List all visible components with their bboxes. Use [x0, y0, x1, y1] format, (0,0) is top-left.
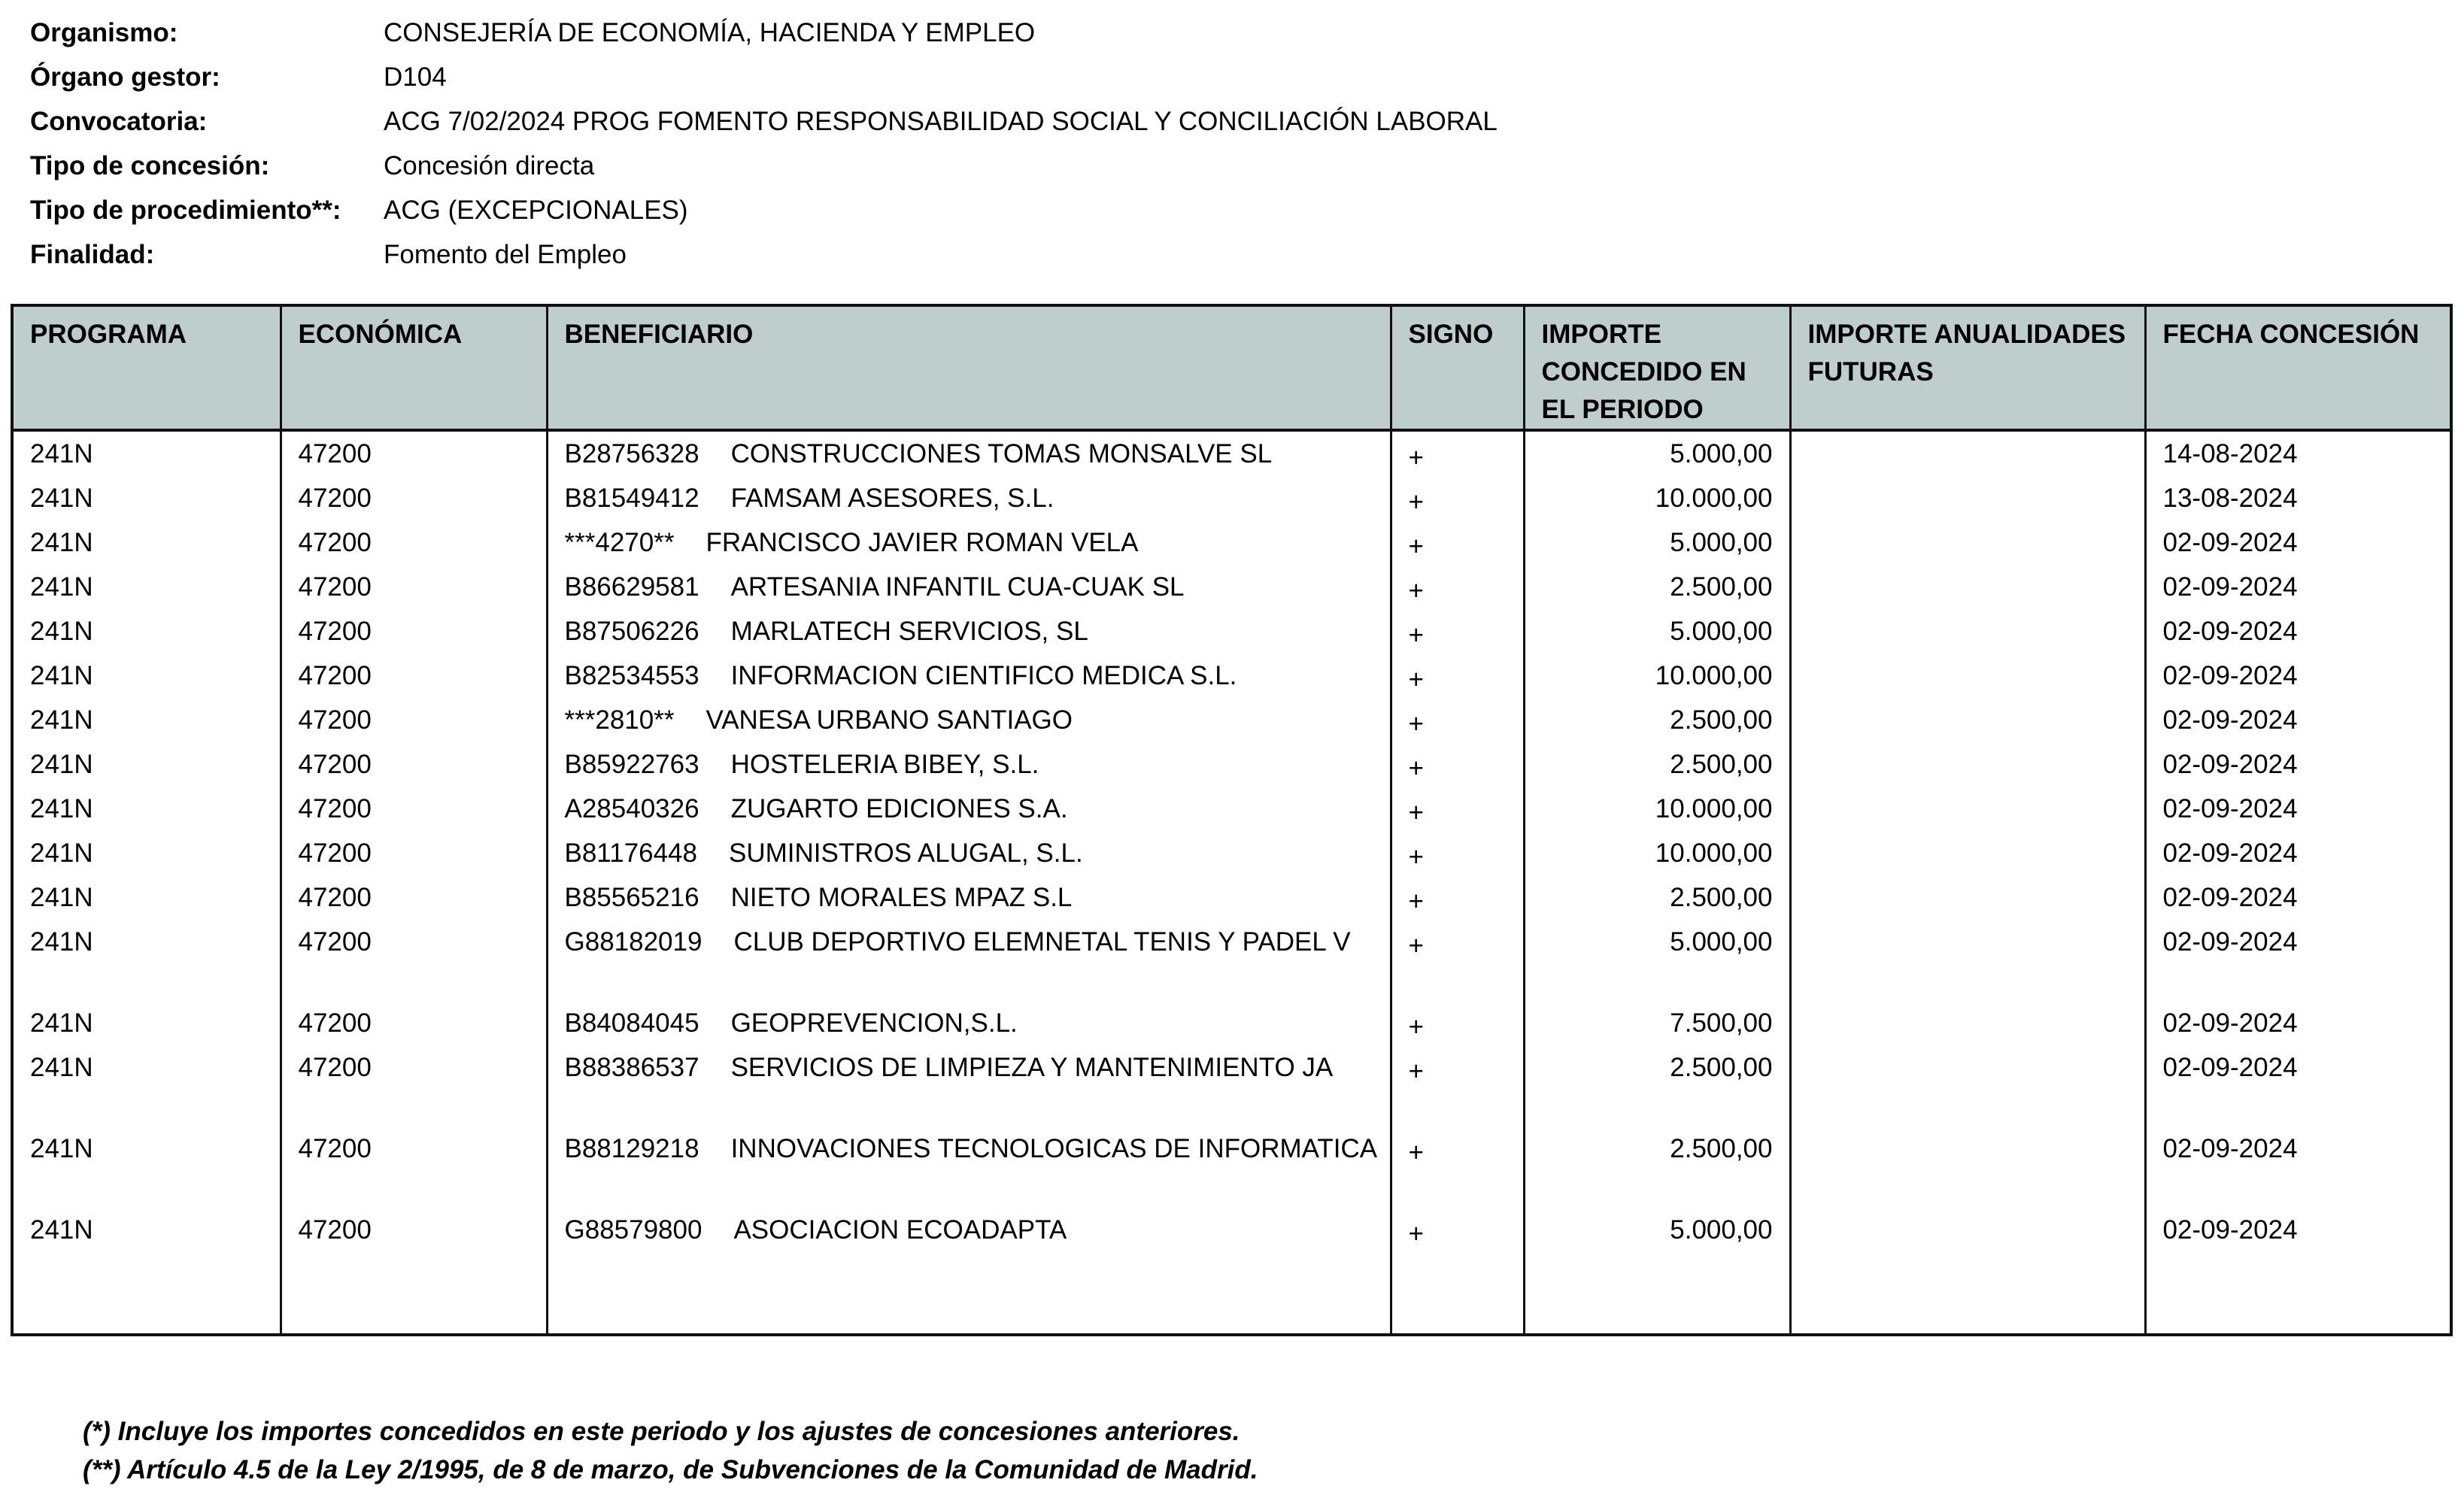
- cell-futuras: [1790, 1126, 2145, 1208]
- cell-economica: 47200: [281, 565, 547, 609]
- cell-beneficiario: [547, 875, 1391, 920]
- field-value: ACG (EXCEPCIONALES): [384, 195, 688, 225]
- cell-futuras: [1790, 653, 2145, 698]
- field-tipo-procedimiento: [30, 188, 2362, 232]
- table-row: [14, 742, 2450, 787]
- cell-fecha: 02-09-2024: [2145, 565, 2450, 609]
- cell-futuras: [1790, 920, 2145, 1001]
- cell-fecha: 02-09-2024: [2145, 609, 2450, 653]
- table-row: [14, 609, 2450, 653]
- beneficiary-id: B85565216: [564, 883, 699, 912]
- beneficiary-id: ***2810**: [564, 705, 675, 735]
- field-finalidad: [30, 232, 2362, 277]
- cell-fecha: 02-09-2024: [2145, 653, 2450, 698]
- cell-signo: +: [1391, 920, 1524, 1001]
- cell-signo: +: [1391, 430, 1524, 476]
- field-organismo: [30, 11, 2362, 55]
- cell-importe: 5.000,00: [1524, 430, 1790, 476]
- table-row: [14, 565, 2450, 609]
- cell-signo: +: [1391, 831, 1524, 875]
- cell-programa: 241N: [30, 1008, 93, 1038]
- table-row: [14, 1045, 2450, 1126]
- beneficiary-name: ARTESANIA INFANTIL CUA-CUAK SL: [730, 572, 1185, 602]
- cell-importe: 2.500,00: [1524, 1045, 1790, 1126]
- cell-programa: 241N: [30, 838, 93, 868]
- cell-signo: +: [1391, 742, 1524, 787]
- cell-beneficiario: [547, 742, 1391, 787]
- beneficiary-name: FAMSAM ASESORES, S.L.: [730, 484, 1054, 513]
- cell-economica: 47200: [281, 1045, 547, 1126]
- beneficiary-name: VANESA URBANO SANTIAGO: [706, 705, 1073, 735]
- cell-beneficiario: [547, 920, 1391, 1001]
- cell-importe: 10.000,00: [1524, 787, 1790, 831]
- cell-economica: 47200: [281, 831, 547, 875]
- cell-importe: 2.500,00: [1524, 875, 1790, 920]
- beneficiary-id: B85922763: [564, 750, 699, 779]
- cell-fecha: 02-09-2024: [2145, 787, 2450, 831]
- cell-importe: 2.500,00: [1524, 1126, 1790, 1208]
- field-value: ACG 7/02/2024 PROG FOMENTO RESPONSABILIDAD SOCIAL Y CONCILIACIÓN LABORAL: [384, 106, 1498, 136]
- cell-programa: 241N: [30, 927, 93, 957]
- cell-economica: 47200: [281, 698, 547, 742]
- cell-programa: 241N: [30, 1053, 93, 1082]
- table-row: [14, 875, 2450, 920]
- field-value: Fomento del Empleo: [384, 239, 627, 269]
- cell-futuras: [1790, 698, 2145, 742]
- empty-cell: [281, 1252, 547, 1335]
- cell-importe: 2.500,00: [1524, 742, 1790, 787]
- beneficiary-id: B81549412: [564, 484, 699, 513]
- cell-signo: +: [1391, 875, 1524, 920]
- cell-futuras: [1790, 476, 2145, 520]
- cell-futuras: [1790, 787, 2145, 831]
- field-organo-gestor: [30, 55, 2362, 99]
- cell-programa: 241N: [30, 705, 93, 735]
- cell-fecha: 02-09-2024: [2145, 520, 2450, 565]
- table-row: [14, 520, 2450, 565]
- cell-programa: 241N: [30, 1134, 93, 1163]
- cell-economica: 47200: [281, 1126, 547, 1208]
- cell-programa: 241N: [30, 484, 93, 513]
- table-row: [14, 831, 2450, 875]
- cell-economica: 47200: [281, 1001, 547, 1045]
- cell-beneficiario: [547, 653, 1391, 698]
- field-value: CONSEJERÍA DE ECONOMÍA, HACIENDA Y EMPLEO: [384, 17, 1036, 47]
- cell-futuras: [1790, 609, 2145, 653]
- cell-signo: +: [1391, 787, 1524, 831]
- cell-importe: 7.500,00: [1524, 1001, 1790, 1045]
- cell-economica: 47200: [281, 430, 547, 476]
- cell-fecha: 02-09-2024: [2145, 1208, 2450, 1252]
- field-label: Convocatoria:: [30, 106, 208, 136]
- column-header-economica: ECONÓMICA: [281, 307, 547, 430]
- cell-beneficiario: [547, 476, 1391, 520]
- cell-beneficiario: [547, 609, 1391, 653]
- field-value: Concesión directa: [384, 150, 595, 180]
- cell-futuras: [1790, 430, 2145, 476]
- cell-importe: 10.000,00: [1524, 476, 1790, 520]
- beneficiary-id: B88129218: [564, 1134, 699, 1163]
- cell-beneficiario: [547, 787, 1391, 831]
- beneficiary-name: FRANCISCO JAVIER ROMAN VELA: [706, 528, 1139, 557]
- beneficiary-id: A28540326: [564, 794, 699, 823]
- cell-futuras: [1790, 1208, 2145, 1252]
- cell-signo: +: [1391, 1001, 1524, 1045]
- cell-beneficiario: [547, 1001, 1391, 1045]
- empty-cell: [2145, 1252, 2450, 1335]
- beneficiary-id: B88386537: [564, 1053, 699, 1082]
- beneficiary-name: NIETO MORALES MPAZ S.L: [730, 883, 1073, 912]
- field-label: Organismo:: [30, 17, 178, 47]
- cell-importe: 2.500,00: [1524, 698, 1790, 742]
- field-label: Órgano gestor:: [30, 62, 220, 92]
- column-header-importe-futuras: IMPORTE ANUALIDADES FUTURAS: [1790, 307, 2145, 430]
- cell-programa: 241N: [30, 883, 93, 912]
- cell-importe: 10.000,00: [1524, 831, 1790, 875]
- cell-signo: +: [1391, 565, 1524, 609]
- cell-economica: 47200: [281, 875, 547, 920]
- cell-futuras: [1790, 1001, 2145, 1045]
- cell-importe: 2.500,00: [1524, 565, 1790, 609]
- beneficiary-id: G88182019: [564, 927, 702, 957]
- cell-futuras: [1790, 742, 2145, 787]
- cell-fecha: 14-08-2024: [2145, 430, 2450, 476]
- cell-fecha: 02-09-2024: [2145, 1001, 2450, 1045]
- beneficiary-name: INNOVACIONES TECNOLOGICAS DE INFORMATICA: [730, 1134, 1378, 1163]
- cell-fecha: 02-09-2024: [2145, 920, 2450, 1001]
- cell-programa: 241N: [30, 1215, 93, 1245]
- cell-programa: 241N: [30, 661, 93, 690]
- cell-futuras: [1790, 1045, 2145, 1126]
- beneficiary-name: ZUGARTO EDICIONES S.A.: [730, 794, 1068, 823]
- cell-importe: 5.000,00: [1524, 920, 1790, 1001]
- field-label: Tipo de procedimiento**:: [30, 195, 341, 225]
- field-tipo-concesion: [30, 144, 2362, 188]
- cell-signo: +: [1391, 653, 1524, 698]
- cell-signo: +: [1391, 1126, 1524, 1208]
- cell-beneficiario: [547, 831, 1391, 875]
- cell-programa: 241N: [30, 750, 93, 779]
- cell-economica: 47200: [281, 520, 547, 565]
- cell-beneficiario: [547, 1045, 1391, 1126]
- cell-futuras: [1790, 875, 2145, 920]
- cell-signo: +: [1391, 520, 1524, 565]
- table-filler-row: [14, 1252, 2450, 1335]
- cell-signo: +: [1391, 476, 1524, 520]
- table-row: [14, 430, 2450, 476]
- table-row: [14, 698, 2450, 742]
- cell-economica: 47200: [281, 787, 547, 831]
- table-row: [14, 1208, 2450, 1252]
- cell-futuras: [1790, 831, 2145, 875]
- beneficiary-id: G88579800: [564, 1215, 702, 1245]
- cell-programa: 241N: [30, 439, 93, 468]
- beneficiary-id: B82534553: [564, 661, 699, 690]
- cell-signo: +: [1391, 609, 1524, 653]
- cell-beneficiario: [547, 430, 1391, 476]
- empty-cell: [1524, 1252, 1790, 1335]
- column-header-signo: SIGNO: [1391, 307, 1524, 430]
- cell-importe: 10.000,00: [1524, 653, 1790, 698]
- concessions-table: [11, 304, 2453, 1336]
- field-label: Finalidad:: [30, 239, 155, 269]
- beneficiary-id: B86629581: [564, 572, 699, 602]
- beneficiary-name: HOSTELERIA BIBEY, S.L.: [730, 750, 1039, 779]
- cell-fecha: 02-09-2024: [2145, 875, 2450, 920]
- table-row: [14, 1126, 2450, 1208]
- empty-cell: [547, 1252, 1391, 1335]
- beneficiary-name: MARLATECH SERVICIOS, SL: [730, 617, 1088, 646]
- column-header-programa: PROGRAMA: [14, 307, 281, 430]
- cell-economica: 47200: [281, 476, 547, 520]
- beneficiary-id: B81176448: [564, 838, 697, 868]
- beneficiary-id: B84084045: [564, 1008, 699, 1038]
- cell-programa: 241N: [30, 528, 93, 557]
- cell-economica: 47200: [281, 742, 547, 787]
- beneficiary-name: CLUB DEPORTIVO ELEMNETAL TENIS Y PADEL V: [733, 927, 1351, 957]
- cell-economica: 47200: [281, 920, 547, 1001]
- column-header-importe-periodo: IMPORTE CONCEDIDO EN EL PERIODO: [1524, 307, 1790, 430]
- cell-futuras: [1790, 565, 2145, 609]
- table-row: [14, 920, 2450, 1001]
- column-header-fecha: FECHA CONCESIÓN: [2145, 307, 2450, 430]
- cell-signo: +: [1391, 1045, 1524, 1126]
- footnote: (**) Artículo 4.5 de la Ley 2/1995, de 8 de marzo, de Subvenciones de la Comunidad de Madrid.: [83, 1455, 1258, 1484]
- field-label: Tipo de concesión:: [30, 150, 270, 180]
- cell-fecha: 02-09-2024: [2145, 698, 2450, 742]
- empty-cell: [1790, 1252, 2145, 1335]
- cell-signo: +: [1391, 1208, 1524, 1252]
- header-fields: [30, 11, 2362, 277]
- field-value: D104: [384, 62, 447, 92]
- beneficiary-name: SUMINISTROS ALUGAL, S.L.: [728, 838, 1083, 868]
- cell-importe: 5.000,00: [1524, 520, 1790, 565]
- cell-programa: 241N: [30, 617, 93, 646]
- cell-beneficiario: [547, 698, 1391, 742]
- table-row: [14, 476, 2450, 520]
- beneficiary-id: B28756328: [564, 439, 699, 468]
- table-header-row: [14, 307, 2450, 430]
- cell-programa: 241N: [30, 794, 93, 823]
- beneficiary-id: B87506226: [564, 617, 699, 646]
- table-row: [14, 653, 2450, 698]
- cell-fecha: 02-09-2024: [2145, 1045, 2450, 1126]
- table-row: [14, 1001, 2450, 1045]
- cell-importe: 5.000,00: [1524, 609, 1790, 653]
- cell-signo: +: [1391, 698, 1524, 742]
- footnote: (*) Incluye los importes concedidos en este periodo y los ajustes de concesiones anteriores.: [83, 1417, 1240, 1446]
- empty-cell: [14, 1252, 281, 1335]
- cell-beneficiario: [547, 1208, 1391, 1252]
- cell-importe: 5.000,00: [1524, 1208, 1790, 1252]
- cell-fecha: 13-08-2024: [2145, 476, 2450, 520]
- cell-beneficiario: [547, 1126, 1391, 1208]
- field-convocatoria: [30, 99, 2362, 144]
- cell-economica: 47200: [281, 653, 547, 698]
- cell-economica: 47200: [281, 1208, 547, 1252]
- empty-cell: [1391, 1252, 1524, 1335]
- footnotes: [83, 1412, 1258, 1489]
- cell-economica: 47200: [281, 609, 547, 653]
- table-row: [14, 787, 2450, 831]
- cell-programa: 241N: [30, 572, 93, 602]
- column-header-beneficiario: BENEFICIARIO: [547, 307, 1391, 430]
- cell-beneficiario: [547, 565, 1391, 609]
- cell-fecha: 02-09-2024: [2145, 831, 2450, 875]
- beneficiary-name: SERVICIOS DE LIMPIEZA Y MANTENIMIENTO JA: [730, 1053, 1334, 1082]
- beneficiary-id: ***4270**: [564, 528, 675, 557]
- beneficiary-name: INFORMACION CIENTIFICO MEDICA S.L.: [730, 661, 1237, 690]
- cell-fecha: 02-09-2024: [2145, 742, 2450, 787]
- beneficiary-name: CONSTRUCCIONES TOMAS MONSALVE SL: [730, 439, 1273, 468]
- cell-beneficiario: [547, 520, 1391, 565]
- beneficiary-name: ASOCIACION ECOADAPTA: [733, 1215, 1067, 1245]
- cell-futuras: [1790, 520, 2145, 565]
- cell-fecha: 02-09-2024: [2145, 1126, 2450, 1208]
- beneficiary-name: GEOPREVENCION,S.L.: [730, 1008, 1018, 1038]
